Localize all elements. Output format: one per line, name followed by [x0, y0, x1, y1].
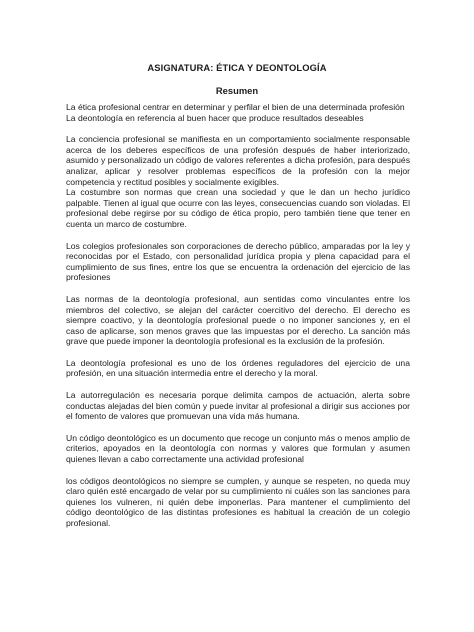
- document-subtitle: Resumen: [215, 85, 259, 96]
- paragraph-colegios-profesionales: Los colegios profesionales son corporaciones de derecho público, amparadas por la ley y reconocidas por el Estado, con personalidad jurídica propia y plena capacidad para el cumplimiento de sus fines, entre los que se encuentra la ordenación del ejercicio de las profesiones: [66, 240, 410, 283]
- paragraph-deontologia: La deontología en referencia al buen hacer que produce resultados deseables: [66, 112, 364, 123]
- paragraph-ordenes-reguladores: La deontología profesional es uno de los órdenes reguladores del ejercicio de una profesión, en una situación intermedia entre el derecho y la moral.: [66, 357, 410, 379]
- paragraph-autorregulacion: La autorregulación es necesaria porque delimita campos de actuación, alerta sobre conductas alejadas del bien común y puede invitar al profesional a dirigir sus acciones por el fomento de valores que promuevan una vida más humana.: [66, 390, 410, 422]
- document-body: [66, 102, 410, 529]
- paragraph-normas-deontologia: Las normas de la deontología profesional, aun sentidas como vinculantes entre los miembros del colectivo, se alejan del carácter coercitivo del derecho. El derecho es siempre coactivo, y la deontología profesional puede o no imponer sanciones y, en el caso de aplicarse, son menos graves que las impuestas por el derecho. La sanción más grave que puede imponer la deontología profesional es la exclusión de la profesión.: [66, 293, 410, 347]
- document-title: ASIGNATURA: ÉTICA Y DEONTOLOGÍA: [147, 62, 327, 73]
- paragraph-conciencia-profesional: La conciencia profesional se manifiesta en un comportamiento socialmente responsable acerca de los deberes específicos de una profesión después de haber interiorizado, asumido y personalizado un código de valores referentes a dicha profesión, para después analizar, aplicar y resolver problemas específicos de la profesión con la mejor competencia y rectitud posibles y socialmente exigibles.: [66, 134, 410, 187]
- paragraph-costumbre: La costumbre son normas que crean una sociedad y que le dan un hecho jurídico palpable. Tienen al igual que ocurre con las leyes, consecuencias cuando son violadas. El profesional debe regirse por su código de ética propio, pero también tiene que tener en cuenta un marco de costumbre.: [66, 187, 410, 229]
- paragraph-etica-profesional: La ética profesional centrar en determinar y perfilar el bien de una determinada profesión: [66, 102, 405, 112]
- paragraph-cumplimiento-codigos: los códigos deontológicos no siempre se cumplen, y aunque se respeten, no queda muy claro quién esté encargado de velar por su cumplimiento ni cuáles son las sanciones para quienes los vulneren, ni quién debe imponerlas. Para mantener el cumplimiento del código deontológico de las distintas profesiones es habitual la creación de un colegio profesional.: [66, 475, 410, 528]
- paragraph-codigo-deontologico: Un código deontológico es un documento que recoge un conjunto más o menos amplio de criterios, apoyados en la deontología con normas y valores que formulan y asumen quienes llevan a cabo correctamente una actividad profesional: [66, 432, 410, 465]
